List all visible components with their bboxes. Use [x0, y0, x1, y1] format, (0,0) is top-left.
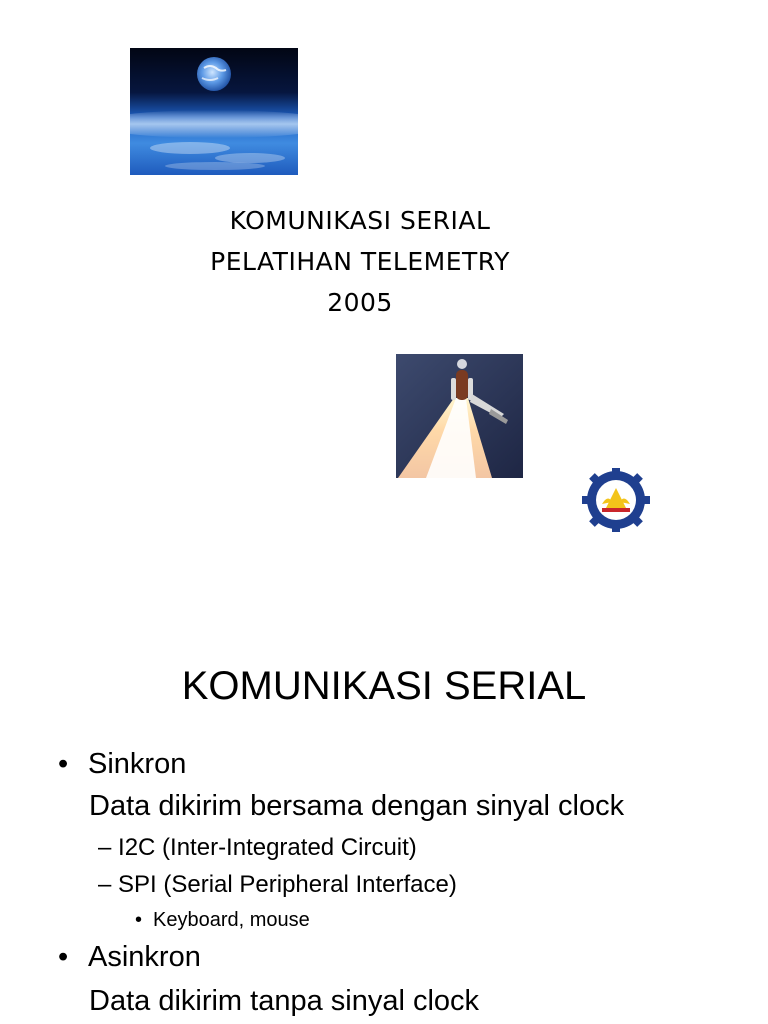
title-line-1: KOMUNIKASI SERIAL	[229, 206, 491, 235]
title-line-3: 2005	[327, 288, 393, 317]
bullet-item-sinkron	[58, 744, 186, 784]
bullet-marker: •	[58, 748, 69, 780]
earth-from-space-image	[130, 48, 298, 175]
content-slide	[0, 600, 768, 1024]
sub-sub-item	[135, 907, 310, 933]
dash-marker: –	[98, 834, 112, 861]
institution-logo	[578, 468, 654, 532]
sub-item	[98, 832, 417, 864]
dash-marker: –	[98, 871, 112, 898]
shuttle-launch-image	[396, 354, 523, 478]
bullet-label: Asinkron	[88, 941, 201, 973]
bullet-marker: •	[58, 941, 69, 973]
title-block	[160, 200, 560, 323]
title-line-2: PELATIHAN TELEMETRY	[210, 247, 510, 276]
bullet-label: Sinkron	[88, 748, 187, 780]
bullet-description: Data dikirim bersama dengan sinyal clock	[89, 790, 625, 822]
bullet-description: Data dikirim tanpa sinyal clock	[89, 985, 480, 1017]
sub-item-label: SPI (Serial Peripheral Interface)	[118, 871, 457, 898]
sub-sub-item-label: Keyboard, mouse	[153, 909, 310, 931]
slide-heading: KOMUNIKASI SERIAL	[181, 664, 587, 708]
bullet-item-asinkron	[58, 937, 201, 977]
sub-item	[98, 869, 457, 901]
bullet-marker: •	[135, 909, 143, 931]
sub-item-label: I2C (Inter-Integrated Circuit)	[118, 834, 417, 861]
